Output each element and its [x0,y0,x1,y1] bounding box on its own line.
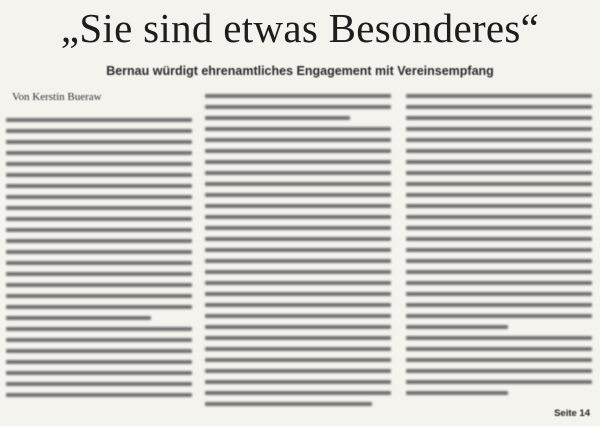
article-column-1 [6,118,192,404]
page-credit: Seite 14 [554,408,590,419]
article-subheadline: Bernau würdigt ehrenamtliches Engagement mit Vereinsempfang [106,64,494,78]
article-headline: „Sie sind etwas Besonderes“ [60,5,540,51]
article-byline: Von Kerstin Bueraw [12,91,102,103]
article-column-3 [406,94,592,402]
article-column-2 [205,94,391,413]
